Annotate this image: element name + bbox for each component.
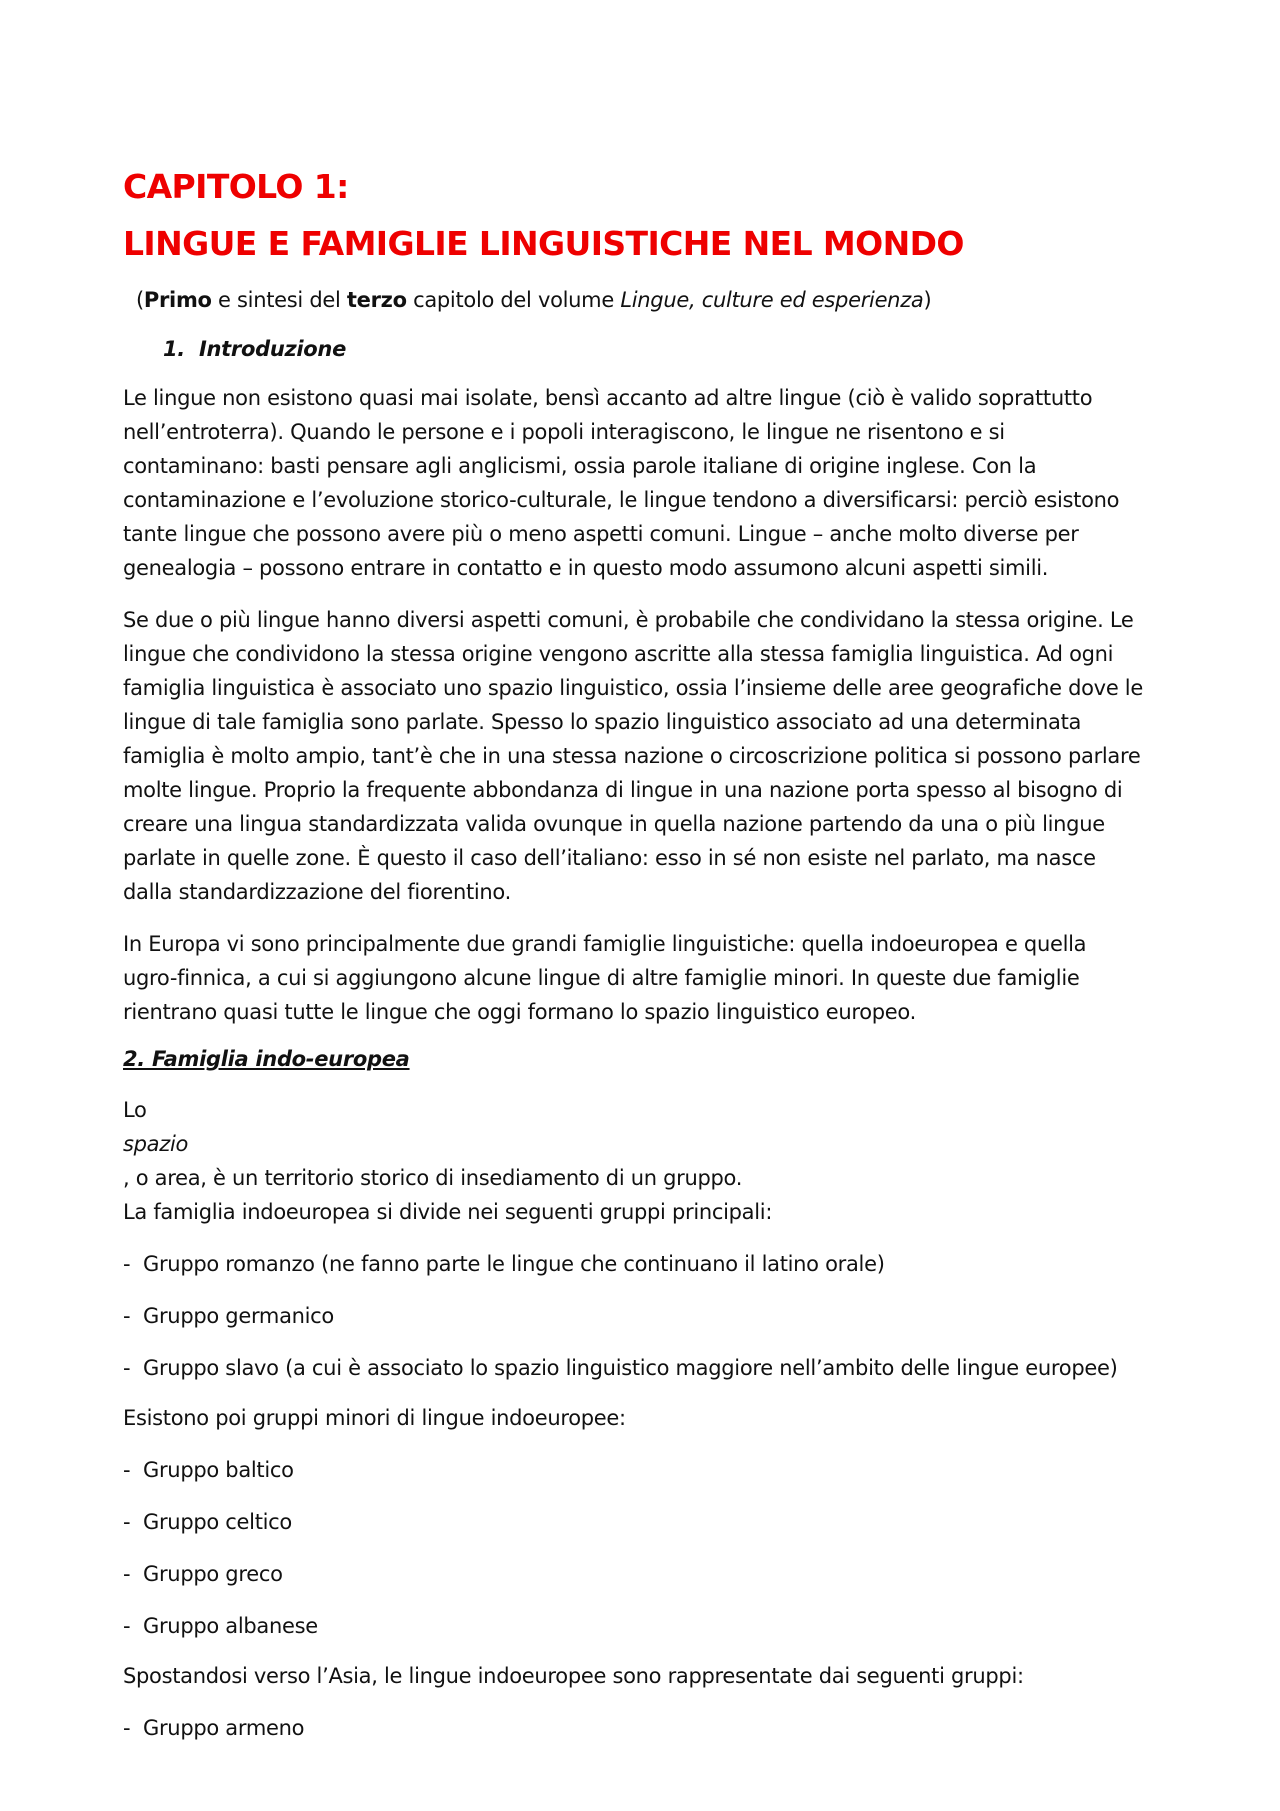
paragraph-line: rientrano quasi tutte le lingue che oggi formano lo spazio linguistico europeo. [123, 1000, 916, 1024]
paragraph-line: contaminazione e l’evoluzione storico-culturale, le lingue tendono a diversificarsi: perciò esistono [123, 488, 1120, 512]
paragraph-line: La famiglia indoeuropea si divide nei seguenti gruppi principali: [123, 1200, 773, 1224]
paragraph-line: molte lingue. Proprio la frequente abbondanza di lingue in una nazione porta spesso al bisogno di [123, 778, 1123, 802]
subtitle-text-1: e sintesi del [211, 288, 347, 312]
paragraph-line: lingue di tale famiglia sono parlate. Spesso lo spazio linguistico associato ad una determinata [123, 710, 1082, 734]
subtitle-open-paren: ( [136, 288, 144, 312]
paragraph-2 [123, 603, 1173, 909]
list-dash: - [123, 1458, 131, 1482]
section-heading-famiglia-indoeuropea: 2. Famiglia indo-europea [123, 1047, 410, 1071]
list-dash: - [123, 1356, 131, 1380]
paragraph-line: nell’entroterra). Quando le persone e i popoli interagiscono, le lingue ne risentono e si [123, 420, 1005, 444]
list-dash: - [123, 1716, 131, 1740]
list-item-text: Gruppo baltico [143, 1458, 294, 1482]
list-item-text: Gruppo romanzo (ne fanno parte le lingue che continuano il latino orale) [143, 1252, 885, 1276]
paragraph-text: Lo [123, 1098, 147, 1122]
paragraph-line: creare una lingua standardizzata valida ovunque in quella nazione partendo da una o più lingue [123, 812, 1105, 836]
paragraph-text: , o area, è un territorio storico di insediamento di un gruppo. [123, 1166, 743, 1190]
paragraph-4 [123, 1093, 1173, 1229]
paragraph-3 [123, 927, 1173, 1029]
paragraph-asia-intro: Spostandosi verso l’Asia, le lingue indoeuropee sono rappresentate dai seguenti gruppi: [123, 1664, 1024, 1688]
list-item [123, 1351, 1173, 1385]
paragraph-line: dalla standardizzazione del fiorentino. [123, 880, 511, 904]
paragraph-minor-groups-intro: Esistono poi gruppi minori di lingue indoeuropee: [123, 1406, 626, 1430]
list-item [123, 1299, 1173, 1333]
list-item [123, 1609, 1173, 1643]
paragraph-line: famiglia linguistica è associato uno spazio linguistico, ossia l’insieme delle aree geografiche dove le [123, 676, 1143, 700]
list-item-text: Gruppo germanico [143, 1304, 334, 1328]
paragraph-line: ugro-finnica, a cui si aggiungono alcune lingue di altre famiglie minori. In queste due famiglie [123, 966, 1080, 990]
list-dash: - [123, 1510, 131, 1534]
paragraph-line: parlate in quelle zone. È questo il caso dell’italiano: esso in sé non esiste nel parlato, ma nasce [123, 846, 1096, 870]
list-item-text: Gruppo celtico [143, 1510, 292, 1534]
section-number: 1. [163, 337, 185, 361]
list-item-text: Gruppo greco [143, 1562, 283, 1586]
list-item [123, 1453, 1173, 1487]
paragraph-line: famiglia è molto ampio, tant’è che in una stessa nazione o circoscrizione politica si possono parlare [123, 744, 1141, 768]
list-item [123, 1247, 1173, 1281]
list-dash: - [123, 1304, 131, 1328]
paragraph-line: tante lingue che possono avere più o meno aspetti comuni. Lingue – anche molto diverse per [123, 522, 1079, 546]
list-item-text: Gruppo albanese [143, 1614, 318, 1638]
subtitle-text-2: capitolo del volume [406, 288, 621, 312]
subtitle-close-paren: ) [923, 288, 932, 312]
section-heading-text: Introduzione [199, 337, 347, 361]
paragraph-line: genealogia – possono entrare in contatto e in questo modo assumono alcuni aspetti simili. [123, 556, 1049, 580]
paragraph-italic-term: spazio [123, 1132, 189, 1156]
section-heading-introduzione [123, 333, 1173, 365]
paragraph-line: lingue che condividono la stessa origine vengono ascritte alla stessa famiglia linguistica. Ad ogni [123, 642, 1114, 666]
chapter-title-line2: LINGUE E FAMIGLIE LINGUISTICHE NEL MONDO [123, 224, 964, 263]
paragraph-line [123, 1093, 1173, 1195]
paragraph-line: Le lingue non esistono quasi mai isolate, bensì accanto ad altre lingue (ciò è valido soprattutto [123, 386, 1093, 410]
paragraph-1 [123, 381, 1173, 585]
subtitle-bold-primo: Primo [143, 288, 212, 312]
chapter-subtitle [123, 284, 1173, 316]
document-page [123, 158, 1173, 1745]
paragraph-line: contaminano: basti pensare agli anglicismi, ossia parole italiane di origine inglese. Con la [123, 454, 1037, 478]
subtitle-volume-title: Lingue, culture ed esperienza [620, 288, 924, 312]
list-item-text: Gruppo armeno [143, 1716, 305, 1740]
list-dash: - [123, 1252, 131, 1276]
list-item [123, 1505, 1173, 1539]
list-dash: - [123, 1562, 131, 1586]
list-dash: - [123, 1614, 131, 1638]
chapter-title-line1: CAPITOLO 1: [123, 167, 349, 206]
chapter-title [123, 158, 1173, 272]
list-item-text: Gruppo slavo (a cui è associato lo spazio linguistico maggiore nell’ambito delle lingue europee) [143, 1356, 1118, 1380]
list-item [123, 1711, 1173, 1745]
paragraph-line: In Europa vi sono principalmente due grandi famiglie linguistiche: quella indoeuropea e quella [123, 932, 1087, 956]
list-item [123, 1557, 1173, 1591]
paragraph-line: Se due o più lingue hanno diversi aspetti comuni, è probabile che condividano la stessa origine. Le [123, 608, 1134, 632]
subtitle-bold-terzo: terzo [346, 288, 407, 312]
